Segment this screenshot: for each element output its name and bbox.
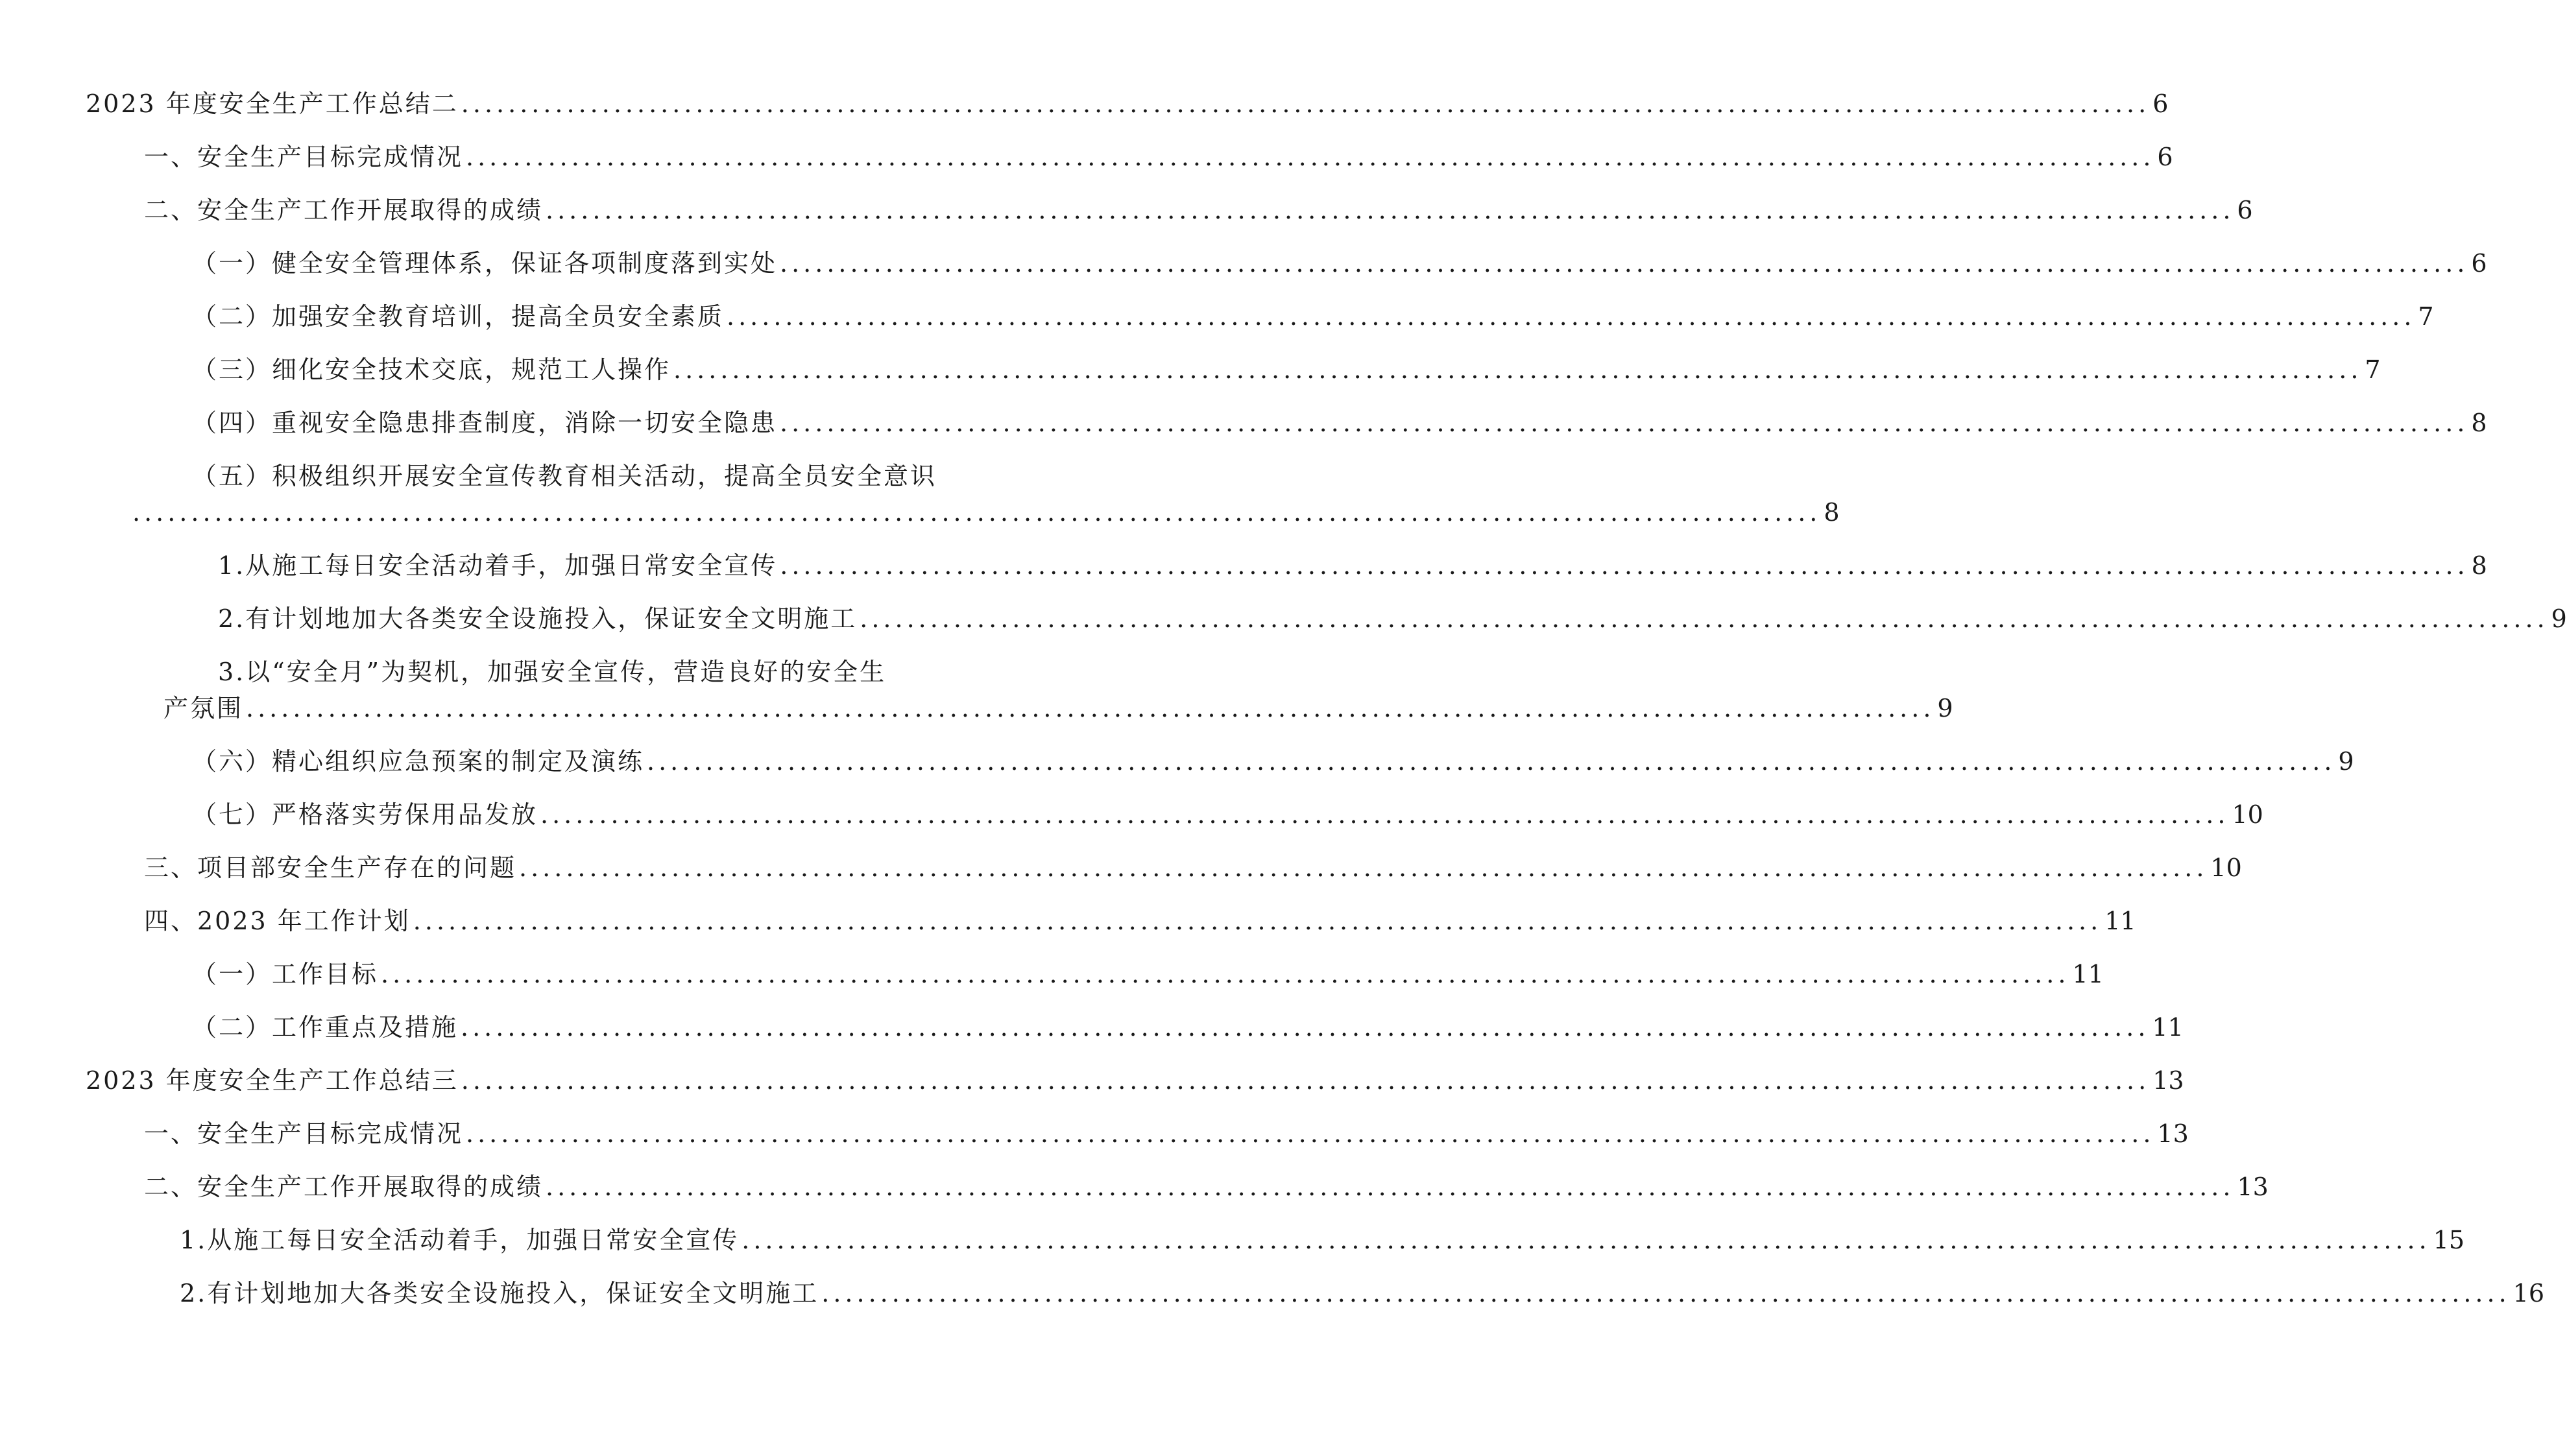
toc-entry-title: （四）重视安全隐患排查制度，消除一切安全隐患 bbox=[192, 409, 778, 437]
toc-entry[interactable] bbox=[192, 1009, 2184, 1045]
toc-entry-title: （七）严格落实劳保用品发放 bbox=[192, 800, 538, 829]
toc-page-number: 7 bbox=[2365, 355, 2381, 384]
toc-leader: ................................................................................................................................................ bbox=[727, 302, 2416, 331]
toc-page-number: 6 bbox=[2152, 90, 2169, 118]
toc-entry[interactable] bbox=[144, 139, 2173, 175]
toc-page-number: 8 bbox=[2471, 551, 2487, 580]
toc-entry-title: （一）工作目标 bbox=[192, 960, 379, 988]
toc-entry-title: 二、安全生产工作开展取得的成绩 bbox=[144, 1173, 544, 1201]
toc-entry[interactable] bbox=[144, 1169, 2269, 1205]
toc-leader: ................................................................................................................................................ bbox=[780, 249, 2469, 278]
toc-leader: ................................................................................................................................................ bbox=[821, 1279, 2511, 1307]
toc-entry[interactable] bbox=[192, 298, 2434, 335]
toc-page-number: 10 bbox=[2232, 800, 2263, 829]
toc-page-number: 16 bbox=[2513, 1279, 2545, 1307]
toc-page-number: 6 bbox=[2471, 249, 2487, 278]
toc-page-number: 13 bbox=[2157, 1119, 2189, 1148]
toc-entry-title: （二）工作重点及措施 bbox=[192, 1013, 459, 1042]
toc-leader: ................................................................................................................................................ bbox=[546, 1173, 2235, 1201]
toc-entry-title: 一、安全生产目标完成情况 bbox=[144, 1119, 464, 1148]
toc-entry-wrapped-line1[interactable] bbox=[218, 654, 949, 690]
toc-leader: ................................................................................................................................................ bbox=[519, 853, 2208, 882]
toc-entry-wrapped-line1[interactable] bbox=[192, 458, 949, 494]
toc-leader: ................................................................................................................................................ bbox=[673, 355, 2363, 384]
toc-page-number: 8 bbox=[1824, 498, 1840, 527]
toc-page-number: 7 bbox=[2418, 302, 2434, 331]
toc-entry-title: 2023 年度安全生产工作总结三 bbox=[86, 1066, 459, 1095]
toc-entry[interactable] bbox=[144, 850, 2242, 886]
toc-page-number: 6 bbox=[2237, 196, 2253, 224]
toc-entry[interactable] bbox=[144, 903, 2136, 939]
toc-page-number: 6 bbox=[2157, 143, 2173, 171]
toc-leader: ................................................................................................................................................ bbox=[132, 498, 1822, 527]
toc-leader: ................................................................................................................................................ bbox=[381, 960, 2070, 988]
toc-entry[interactable] bbox=[144, 1116, 2189, 1152]
toc-leader: ................................................................................................................................................ bbox=[461, 1013, 2150, 1042]
toc-page-number: 13 bbox=[2237, 1173, 2269, 1201]
toc-entry[interactable] bbox=[192, 956, 2104, 992]
toc-entry-title: 3.以“安全月”为契机，加强安全宣传，营造良好的安全生 bbox=[218, 658, 887, 686]
toc-page-number: 8 bbox=[2471, 409, 2487, 437]
toc-entry[interactable] bbox=[144, 192, 2253, 228]
toc-entry[interactable] bbox=[192, 405, 2487, 441]
toc-entry[interactable] bbox=[180, 1222, 2465, 1258]
toc-page-number: 10 bbox=[2210, 853, 2242, 882]
toc-page-number: 11 bbox=[2072, 960, 2104, 988]
toc-entry[interactable] bbox=[192, 743, 2354, 780]
toc-page-number: 11 bbox=[2152, 1013, 2184, 1042]
toc-entry-wrapped-line2[interactable] bbox=[163, 690, 1953, 726]
toc-entry[interactable] bbox=[180, 1275, 2545, 1311]
toc-entry-title: 1.从施工每日安全活动着手，加强日常安全宣传 bbox=[218, 551, 778, 580]
toc-leader: ................................................................................................................................................ bbox=[741, 1226, 2431, 1254]
toc-entry-title: 一、安全生产目标完成情况 bbox=[144, 143, 464, 171]
toc-entry-title: 三、项目部安全生产存在的问题 bbox=[144, 853, 517, 882]
toc-entry-title: （六）精心组织应急预案的制定及演练 bbox=[192, 747, 645, 776]
toc-entry[interactable] bbox=[86, 1062, 2184, 1099]
toc-leader: ................................................................................................................................................ bbox=[461, 90, 2151, 118]
toc-entry-title: （二）加强安全教育培训，提高全员安全素质 bbox=[192, 302, 725, 331]
toc-leader: ................................................................................................................................................ bbox=[466, 1119, 2155, 1148]
toc-leader: ................................................................................................................................................ bbox=[860, 604, 2549, 633]
toc-entry-title: （三）细化安全技术交底，规范工人操作 bbox=[192, 355, 671, 384]
toc-entry-title: 2.有计划地加大各类安全设施投入，保证安全文明施工 bbox=[218, 604, 858, 633]
toc-leader: ................................................................................................................................................ bbox=[647, 747, 2336, 776]
toc-leader: ................................................................................................................................................ bbox=[466, 143, 2155, 171]
toc-entry-wrapped-line2[interactable] bbox=[130, 494, 1840, 531]
toc-leader: ................................................................................................................................................ bbox=[540, 800, 2230, 829]
toc-entry-title: 1.从施工每日安全活动着手，加强日常安全宣传 bbox=[180, 1226, 740, 1254]
toc-entry-title: （五）积极组织开展安全宣传教育相关活动，提高全员安全意识 bbox=[192, 462, 937, 490]
toc-entry[interactable] bbox=[218, 601, 2567, 637]
toc-leader: ................................................................................................................................................ bbox=[546, 196, 2235, 224]
toc-entry-title: 2023 年度安全生产工作总结二 bbox=[86, 90, 459, 118]
toc-entry[interactable] bbox=[192, 245, 2487, 281]
toc-entry-title: 二、安全生产工作开展取得的成绩 bbox=[144, 196, 544, 224]
toc-leader: ................................................................................................................................................ bbox=[780, 551, 2469, 580]
toc-entry-title: （一）健全安全管理体系，保证各项制度落到实处 bbox=[192, 249, 778, 278]
toc-page-number: 9 bbox=[2551, 604, 2567, 633]
toc-entry[interactable] bbox=[86, 86, 2169, 122]
toc-page-number: 15 bbox=[2433, 1226, 2465, 1254]
toc-entry-title: 2.有计划地加大各类安全设施投入，保证安全文明施工 bbox=[180, 1279, 819, 1307]
toc-page-number: 9 bbox=[1937, 694, 1953, 722]
toc-entry-title: 四、2023 年工作计划 bbox=[144, 907, 411, 935]
toc-entry-title-continued: 产氛围 bbox=[163, 694, 244, 722]
toc-page-number: 11 bbox=[2104, 907, 2136, 935]
toc-leader: ................................................................................................................................................ bbox=[413, 907, 2103, 935]
toc-page-number: 13 bbox=[2152, 1066, 2184, 1095]
toc-page-number: 9 bbox=[2338, 747, 2354, 776]
toc-leader: ................................................................................................................................................ bbox=[780, 409, 2469, 437]
toc-entry[interactable] bbox=[192, 796, 2263, 833]
toc-leader: ................................................................................................................................................ bbox=[246, 694, 1935, 722]
toc-entry[interactable] bbox=[192, 352, 2381, 388]
toc-leader: ................................................................................................................................................ bbox=[461, 1066, 2151, 1095]
toc-entry[interactable] bbox=[218, 547, 2487, 584]
